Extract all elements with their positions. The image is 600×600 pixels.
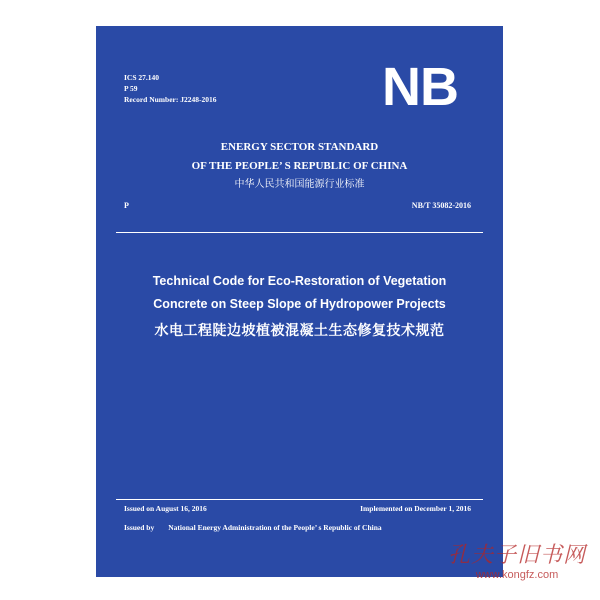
issued-by-label: Issued by bbox=[124, 523, 155, 532]
ics-code: ICS 27.140 bbox=[124, 73, 160, 82]
standard-type-chinese: 中华人民共和国能源行业标准 bbox=[234, 179, 365, 190]
class-letter: P bbox=[124, 201, 129, 210]
book-cover bbox=[96, 26, 503, 577]
nb-logo: NB bbox=[382, 57, 458, 117]
issuer-name: National Energy Administration of the People’ s Republic of China bbox=[168, 523, 382, 532]
watermark-text: 孔夫子旧书网 bbox=[447, 543, 586, 568]
implemented-date: Implemented on December 1, 2016 bbox=[360, 504, 471, 513]
standard-number: NB/T 35082-2016 bbox=[411, 201, 471, 210]
code-title-chinese: 水电工程陡边坡植被混凝土生态修复技术规范 bbox=[154, 323, 445, 339]
issuer-line bbox=[124, 523, 382, 532]
top-divider bbox=[116, 232, 483, 233]
bottom-divider bbox=[116, 499, 483, 500]
cover-metadata bbox=[124, 72, 216, 105]
standard-type-line-2: OF THE PEOPLE’ S REPUBLIC OF CHINA bbox=[191, 160, 408, 172]
code-title-line-1: Technical Code for Eco-Restoration of Vegetation bbox=[152, 274, 447, 288]
record-number: Record Number: J2248-2016 bbox=[124, 95, 217, 104]
standard-type-line-1: ENERGY SECTOR STANDARD bbox=[220, 141, 379, 153]
watermark bbox=[448, 543, 586, 582]
code-title-line-2: Concrete on Steep Slope of Hydropower Projects bbox=[153, 297, 446, 311]
issued-date: Issued on August 16, 2016 bbox=[124, 504, 207, 513]
category-code: P 59 bbox=[124, 84, 138, 93]
watermark-url: www.kongfz.com bbox=[475, 569, 559, 581]
